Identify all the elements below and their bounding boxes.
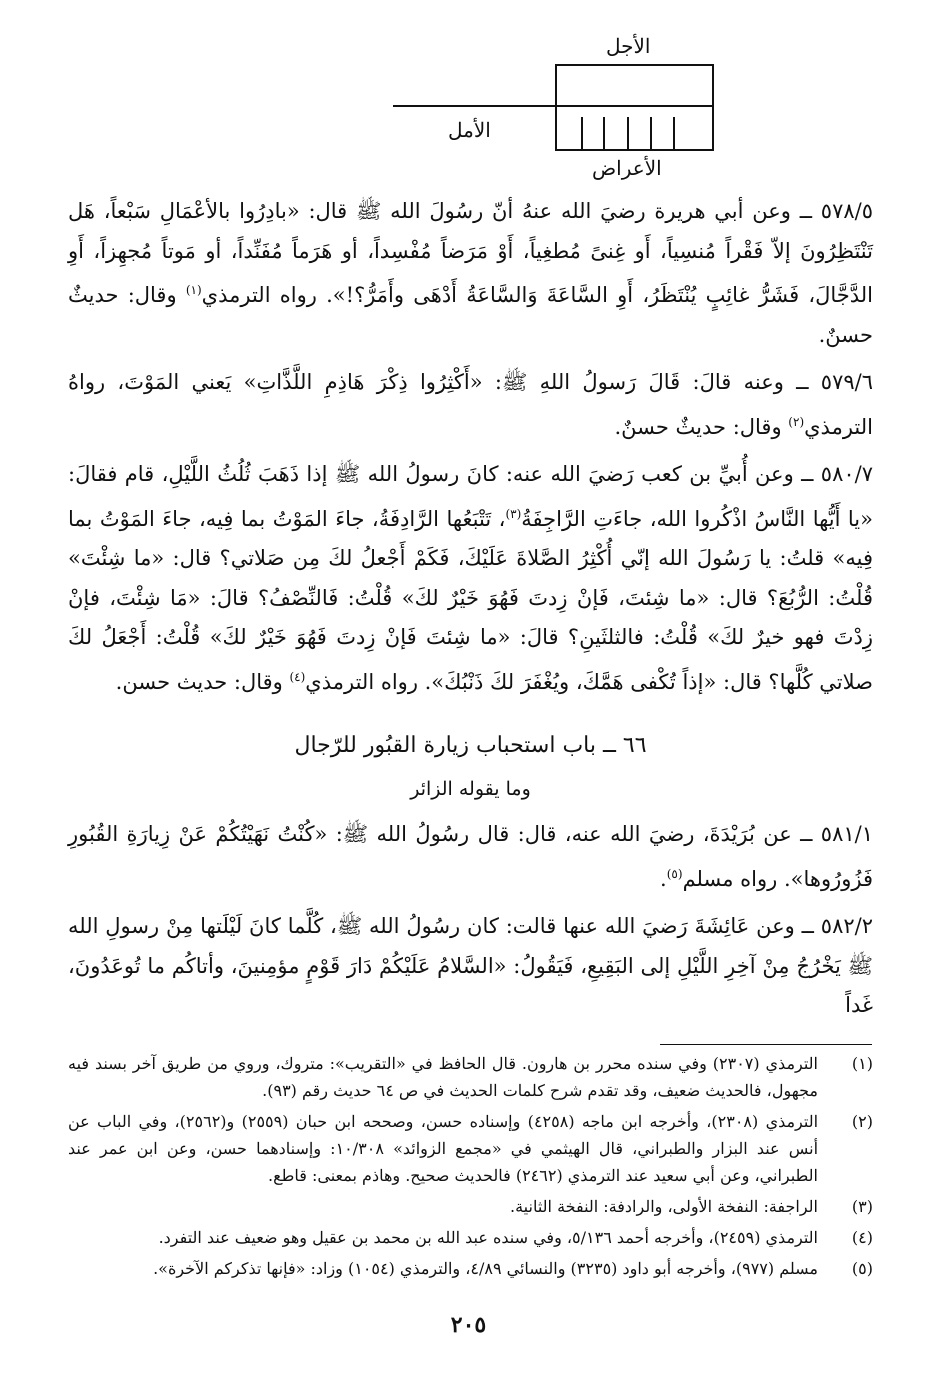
footnote-number: (٢) <box>851 1112 873 1131</box>
hope-lifespan-diagram <box>0 0 937 190</box>
chapter-subtitle: وما يقوله الزائر <box>410 778 531 800</box>
footnote <box>68 1224 873 1251</box>
footnote-text: الترمذي (٢٤٥٩)، وأخرجه أحمد ٥/١٣٦، وفي سنده عبد الله بن محمد بن عقيل وهو ضعيف عند التفرد. <box>158 1228 818 1247</box>
hadith-grade: وقال: حديثٌ حسنٌ. <box>614 414 789 439</box>
hadith-text: ٥٨٢/٢ ــ وعن عَائِشَةَ رَضيَ الله عنها قالت: كان رسُولُ الله ﷺ، كُلَّما كانَ لَيْلَتها مِنْ رسولِ الله ﷺ يَخْرُجُ مِنْ آخِرِ اللَّيْلِ إلى البَقِيعِ، فَيَقُولُ: «السَّلامُ عَلَيْكُمْ دَارَ قَوْمٍ مؤمِنينَ، وأتاكُم ما تُوعَدُونَ، غَداً <box>68 914 873 1017</box>
diagram-lines <box>0 0 937 190</box>
footnote-ref: (٣) <box>505 506 522 521</box>
hadith-grade: وقال: حديثٌ حسنٌ. <box>68 283 873 347</box>
footnote-text: الترمذي (٢٣٠٨)، وأخرجه ابن ماجه (٤٢٥٨) وإسناده حسن، وصححه ابن حبان (٢٥٥٩) و(٢٥٦٢)، وفي الباب عن أنس عند البزار والطبراني، قال الهيثمي في «مجمع الزوائد» ١٠/٣٠٨: وإسنادهما حسن، وعن ابن عمر عند الطبراني، وعن أبي سعيد عند الترمذي (٢٤٦٢) فالحديث صحيح. وهاذم بمعنى: قاطع. <box>68 1112 819 1185</box>
footnote-separator <box>660 1044 872 1045</box>
hadith-580 <box>68 455 873 702</box>
footnote-number: (١) <box>851 1054 873 1073</box>
page-number: ٢٠٥ <box>450 1312 487 1338</box>
hadith-581 <box>68 815 873 899</box>
hadith-text: ٥٨١/١ ــ عن بُرَيْدَةَ، رضيَ الله عنه، قال: قال رسُولُ الله ﷺ: «كُنْتُ نَهَيْتُكُمْ عَنْ زِيارَةِ القُبُورِ فَزُورُوها». رواه مسلم <box>68 822 873 891</box>
footnote-number: (٤) <box>851 1228 873 1247</box>
footnote-number: (٥) <box>851 1259 873 1278</box>
hadith-end: . <box>660 866 667 891</box>
footnote-text: الترمذي (٢٣٠٧) وفي سنده محرر بن هارون. قال الحافظ في «التقريب»: متروك، وروي من طريق آخر بسند فيه مجهول، فالحديث ضعيف، وقد تقدم شرح كلمات الحديث في ص ٦٤ حديث رقم (٩٣). <box>68 1054 818 1100</box>
hadith-582 <box>68 907 873 1026</box>
footnote-text: الراجفة: النفخة الأولى، والرادفة: النفخة الثانية. <box>510 1197 818 1216</box>
footnote-ref: (٢) <box>788 414 805 429</box>
label-lifespan: الأجل <box>606 34 651 58</box>
footnote-text: مسلم (٩٧٧)، وأخرجه أبو داود (٣٢٣٥) والنسائي ٤/٨٩، والترمذي (١٠٥٤) وزاد: «فإنها تذكركم الآخرة». <box>153 1259 818 1278</box>
footnote <box>68 1050 873 1104</box>
hadith-block-2 <box>68 815 873 1034</box>
footnote <box>68 1193 873 1220</box>
footnotes <box>68 1050 873 1286</box>
footnote-ref: (٤) <box>289 669 306 684</box>
label-hope: الأمل <box>448 118 491 142</box>
hadith-579 <box>68 363 873 447</box>
footnote-number: (٣) <box>851 1197 873 1216</box>
footnote-ref: (١) <box>185 283 202 297</box>
footnote-ref: (٥) <box>666 866 683 881</box>
hadith-text-cont: ، تَتْبَعُها الرَّادِفَةُ، جاءَ المَوْتُ بما فِيه، جاءَ المَوْتُ بما فِيه» قلتُ: يا رَسُولَ الله إنّي أُكْثِرُ الصَّلاةَ عَلَيْكَ، فَكَمْ أَجْعلُ لكَ مِن صَلاتي؟ قال: «ما شِئْتَ» قُلْتُ: الرُّبُعَ؟ قال: «ما شِئتَ، فَإنْ زِدتَ فَهُوَ خَيْرٌ لكَ» قُلْتُ: فَالنِّصْفُ؟ قالَ: «مَا شِئْتَ، فإنْ زِدْتَ فهو خيرٌ لكَ» قُلْتُ: فالثلثَينِ؟ قالَ: «ما شِئتَ فَإنْ زِدتَ فَهُوَ خَيْرٌ لكَ» قُلْتُ: أَجْعَلُ لكَ صلاتي كُلَّها؟ قال: «إذاً تُكْفى هَمَّكَ، ويُغْفَرَ لكَ ذَنْبُكَ». رواه الترمذي <box>68 506 873 694</box>
footnote <box>68 1108 873 1189</box>
hadith-text: ٥٨٠/٧ ــ وعن أُبيِّ بن كعب رَضيَ الله عنه: كانَ رسولُ الله ﷺ إذا ذَهَبَ ثُلُثُ اللَّيْلِ، قام فقالَ: «يا أَيُّها النَّاسُ اذْكُروا الله، جاءَتِ الرَّاجِفَةُ <box>68 462 874 531</box>
hadith-block-1 <box>68 192 873 710</box>
footnote <box>68 1255 873 1282</box>
hadith-grade: وقال: حديث حسن. <box>115 669 290 694</box>
hadith-578 <box>68 192 873 355</box>
hadith-text: ٥٧٩/٦ ــ وعنه قالَ: قَالَ رَسولُ اللهِ ﷺ: «أَكْثِرُوا ذِكْرَ هَاذِمِ اللَّذَّاتِ» يَعني المَوْتَ، رواهُ الترمذي <box>68 370 873 439</box>
hadith-text: ٥٧٨/٥ ــ وعن أبي هريرة رضيَ الله عنهُ أنّ رسُولَ الله ﷺ قال: «بادِرُوا بالأعْمَالِ سَبْعاً، هَل تَنْتَظِرُونَ إلاّ فَقْراً مُنسِياً، أَو غِنىً مُطغِياً، أَوْ مَرَضاً مُفْسِداً، أو هَرَماً مُفَنِّداً، أو مَوتاً مُجهِزاً، أَوِ الدَّجَّالَ، فَشَرُّ غائِبٍ يُنْتَظَرُ، أَوِ السَّاعَةَ وَالسَّاعَةُ أَدْهَى وأَمَرُّ؟!». رواه الترمذي <box>68 199 873 307</box>
label-afflictions: الأعراض <box>592 156 662 180</box>
chapter-title: ٦٦ ــ باب استحباب زيارة القبُور للرّجال <box>294 733 647 758</box>
